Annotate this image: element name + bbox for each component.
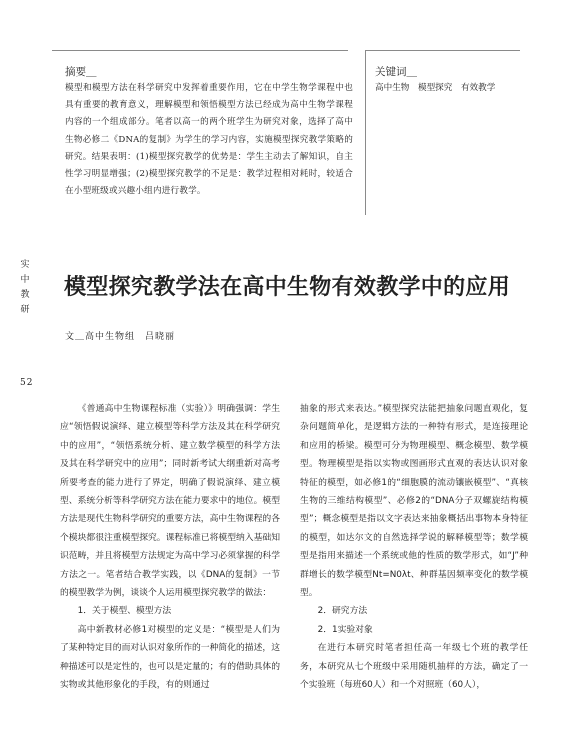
side-char: 研 xyxy=(20,305,30,315)
side-char: 教 xyxy=(20,290,30,300)
paragraph: 抽象的形式来表达。”模型探究法能把抽象问题直观化，复杂问题简单化，是逻辑方法的一种特有形式，是连接理论和应用的桥梁。模型可分为物理模型、概念模型、数学模型。物理模型是指以实物或图画形式直观的表达认识对象特征的模型，如必修1的“细胞膜的流动镶嵌模型”、“真核生物的三维结构模型”、必修2的“DNA分子双螺旋结构模型”；概念模型是指以文字表达来抽象概括出事物本身特征的模型，如达尔文的自然选择学说的解释模型等；数学模型是指用来描述一个系统或他的性质的数学形式，如“J”种群增长的数学模型Nt=N0λt、种群基因频率变化的数学模型。 xyxy=(300,404,528,599)
body-column-right xyxy=(300,400,528,695)
abstract-keyword-divider xyxy=(365,50,366,215)
paragraph: 高中新教材必修1对模型的定义是：“模型是人们为了某种特定目的而对认识对象所作的一种简化的描述，这种描述可以是定性的，也可以是定量的；有的借助具体的实物或其他形象化的手段，有的则通过 xyxy=(60,624,280,691)
side-char: 实 xyxy=(20,260,30,270)
keywords-text: 高中生物 模型探究 有效教学 xyxy=(375,83,496,93)
abstract-label: 摘要＿ xyxy=(65,66,97,78)
side-section-label xyxy=(19,258,31,318)
body-column-left xyxy=(60,400,280,695)
section-heading: 2．研究方法 xyxy=(317,606,368,617)
subsection-heading: 2．1实验对象 xyxy=(317,624,373,635)
article-title: 模型探究教学法在高中生物有效教学中的应用 xyxy=(64,274,511,300)
top-rule-right xyxy=(365,50,520,51)
abstract-text: 模型和模型方法在科学研究中发挥着重要作用，它在中学生物学课程中也具有重要的教育意义，理解模型和领悟模型方法已经成为高中生物学课程内容的一个组成部分。笔者以高一的两个班学生为研究对象，选择了高中生物必修二《DNA的复制》为学生的学习内容，实施模型探究教学策略的研究。结果表明：(1)模型探究教学的优势是：学生主动去了解知识，自主性学习明显增强；(2)模型探究教学的不足是：教学过程相对耗时，较适合在小型班级或兴趣小组内进行教学。 xyxy=(65,83,353,197)
author-line: 文＿高中生物组 吕晓丽 xyxy=(65,332,176,342)
top-rule-left xyxy=(52,50,348,51)
section-heading: 1．关于模型、模型方法 xyxy=(77,606,172,617)
side-char: 中 xyxy=(20,275,30,285)
page-number: 52 xyxy=(20,378,34,388)
paragraph: 在进行本研究时笔者担任高一年级七个班的教学任务，本研究从七个班级中采用随机抽样的方法，确定了一个实验班（每班60人）和一个对照班（60人）， xyxy=(300,643,528,691)
paragraph: 《普通高中生物课程标准（实验）》明确强调：学生应“领悟假说演绎、建立模型等科学方法及其在科学研究中的应用”，“领悟系统分析、建立数学模型的科学方法及其在科学研究中的应用”；同时新考试大纲重新对高考所要考查的能力进行了界定，明确了假说演绎、建立模型、系统分析等科学研究方法在能力要求中的地位。模型方法是现代生物科学研究的重要方法，高中生物课程的各个模块都很注重模型探究。课程标准已将模型纳入基础知识范畴，并且将模型方法规定为高中学习必须掌握的科学方法之一。笔者结合教学实践，以《DNA的复制》一节的模型教学为例，谈谈个人运用模型探究教学的做法： xyxy=(60,404,280,599)
keywords-label: 关键词＿ xyxy=(375,66,417,78)
